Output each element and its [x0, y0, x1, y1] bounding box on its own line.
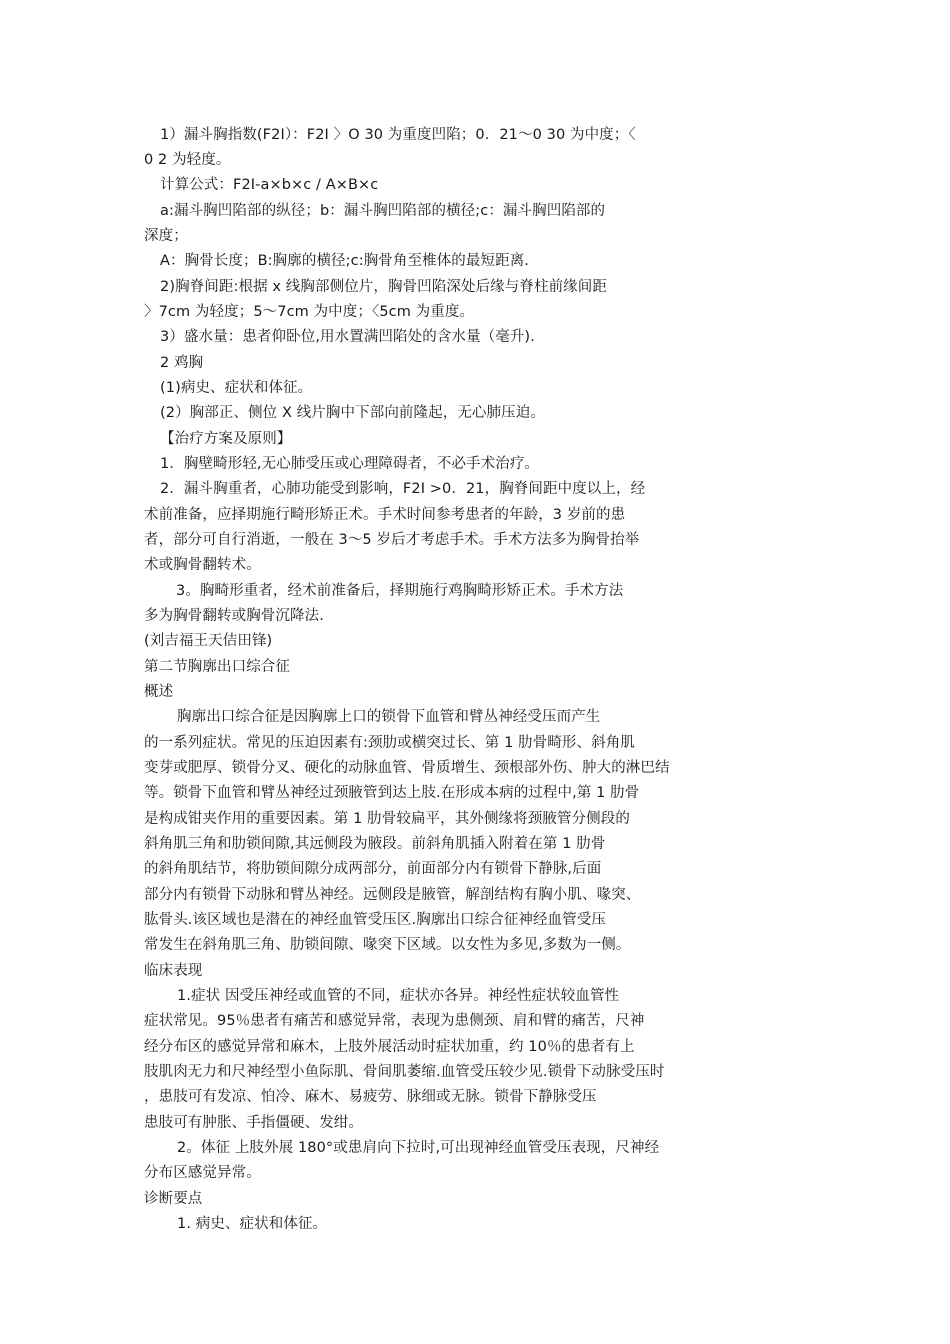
text-line: 1．胸壁畸形轻,无心肺受压或心理障碍者，不必手术治疗。: [160, 456, 540, 472]
text-line: 1. 病史、症状和体征。: [177, 1216, 328, 1232]
subsection-heading: 概述: [144, 684, 174, 700]
text-line: 深度；: [144, 228, 188, 244]
text-line: 常发生在斜角肌三角、肋锁间隙、喙突下区域。以女性为多见,多数为一侧。: [144, 937, 631, 953]
text-line: 等。锁骨下血管和臂丛神经过颈腋管到达上肢.在形成本病的过程中,第 1 肋骨: [144, 785, 640, 801]
text-line: 变芽或肥厚、锁骨分叉、硬化的动脉血管、骨质增生、颈根部外伤、肿大的淋巴结: [144, 760, 670, 776]
text-line: 2。体征 上肢外展 180°或患肩向下拉时,可出现神经血管受压表现，尺神经: [177, 1140, 660, 1156]
text-line: 2)胸脊间距:根据 x 线胸部侧位片，胸骨凹陷深处后缘与脊柱前缘间距: [160, 279, 607, 295]
text-line: 部分内有锁骨下动脉和臂丛神经。远侧段是腋管，解剖结构有胸小肌、喙突、: [144, 887, 641, 903]
text-line: 2．漏斗胸重者，心肺功能受到影响，F2I >0．21，胸脊间距中度以上，经: [160, 481, 646, 497]
text-line: 患肢可有肿胀、手指僵硬、发绀。: [144, 1115, 363, 1131]
text-line: ，患肢可有发凉、怕冷、麻木、易疲劳、脉细或无脉。锁骨下静脉受压: [144, 1089, 597, 1105]
text-line: 的斜角肌结节，将肋锁间隙分成两部分，前面部分内有锁骨下静脉,后面: [144, 861, 602, 877]
text-line: 术或胸骨翻转术。: [144, 557, 261, 573]
text-line: 术前准备，应择期施行畸形矫正术。手术时间参考患者的年龄，3 岁前的患: [144, 507, 626, 523]
text-line: 3）盛水量：患者仰卧位,用水置满凹陷处的含水量（毫升).: [160, 329, 535, 345]
section-heading: 【治疗方案及原则】: [160, 431, 292, 447]
text-line: 症状常见。95％患者有痛苦和感觉异常，表现为患侧颈、肩和臂的痛苦，尺神: [144, 1013, 645, 1029]
subsection-heading: 临床表现: [144, 963, 203, 979]
text-line: (1)病史、症状和体征。: [160, 380, 313, 396]
text-line: 1.症状 因受压神经或血管的不同，症状亦各异。神经性症状较血管性: [177, 988, 620, 1004]
section-title: 第二节胸廓出口综合征: [144, 659, 290, 675]
text-line: 1）漏斗胸指数(F2I）：F2I 〉O 30 为重度凹陷；0．21～0 30 为中度；〈: [160, 127, 636, 143]
text-line: 者，部分可自行消逝，一般在 3～5 岁后才考虑手术。手术方法多为胸骨抬举: [144, 532, 640, 548]
text-line: 计算公式：F2I-a×b×c / A×B×c: [160, 177, 379, 193]
text-line: 的一系列症状。常见的压迫因素有:颈肋或横突过长、第 1 肋骨畸形、斜角肌: [144, 735, 635, 751]
text-line: a:漏斗胸凹陷部的纵径；b：漏斗胸凹陷部的横径;c：漏斗胸凹陷部的: [160, 203, 606, 219]
text-line: 肱骨头.该区域也是潜在的神经血管受压区.胸廓出口综合征神经血管受压: [144, 912, 607, 928]
text-line: 0 2 为轻度。: [144, 152, 231, 168]
text-line: 分布区感觉异常。: [144, 1165, 261, 1181]
text-line: 是构成钳夹作用的重要因素。第 1 肋骨较扁平，其外侧缘将颈腋管分侧段的: [144, 811, 630, 827]
subsection-heading: 诊断要点: [144, 1191, 203, 1207]
text-line: 3。胸畸形重者，经术前准备后，择期施行鸡胸畸形矫正术。手术方法: [176, 583, 624, 599]
text-line: 斜角肌三角和肋锁间隙,其远侧段为腋段。前斜角肌插入附着在第 1 肋骨: [144, 836, 606, 852]
text-line: 肢肌肉无力和尺神经型小鱼际肌、骨间肌萎缩.血管受压较少见.锁骨下动脉受压时: [144, 1064, 665, 1080]
text-line: 胸廓出口综合征是因胸廓上口的锁骨下血管和臂丛神经受压而产生: [177, 709, 601, 725]
author-line: (刘吉福王天佶田锋): [144, 633, 273, 649]
text-line: 经分布区的感觉异常和麻木，上肢外展活动时症状加重，约 10％的患者有上: [144, 1039, 635, 1055]
text-line: 〉7cm 为轻度；5～7cm 为中度；〈5cm 为重度。: [144, 304, 475, 320]
text-line: 2 鸡胸: [160, 355, 204, 371]
text-line: (2）胸部正、侧位 X 线片胸中下部向前隆起，无心肺压迫。: [160, 405, 545, 421]
text-line: A：胸骨长度；B:胸廓的横径;c:胸骨角至椎体的最短距离.: [160, 253, 530, 269]
text-line: 多为胸骨翻转或胸骨沉降法.: [144, 608, 324, 624]
